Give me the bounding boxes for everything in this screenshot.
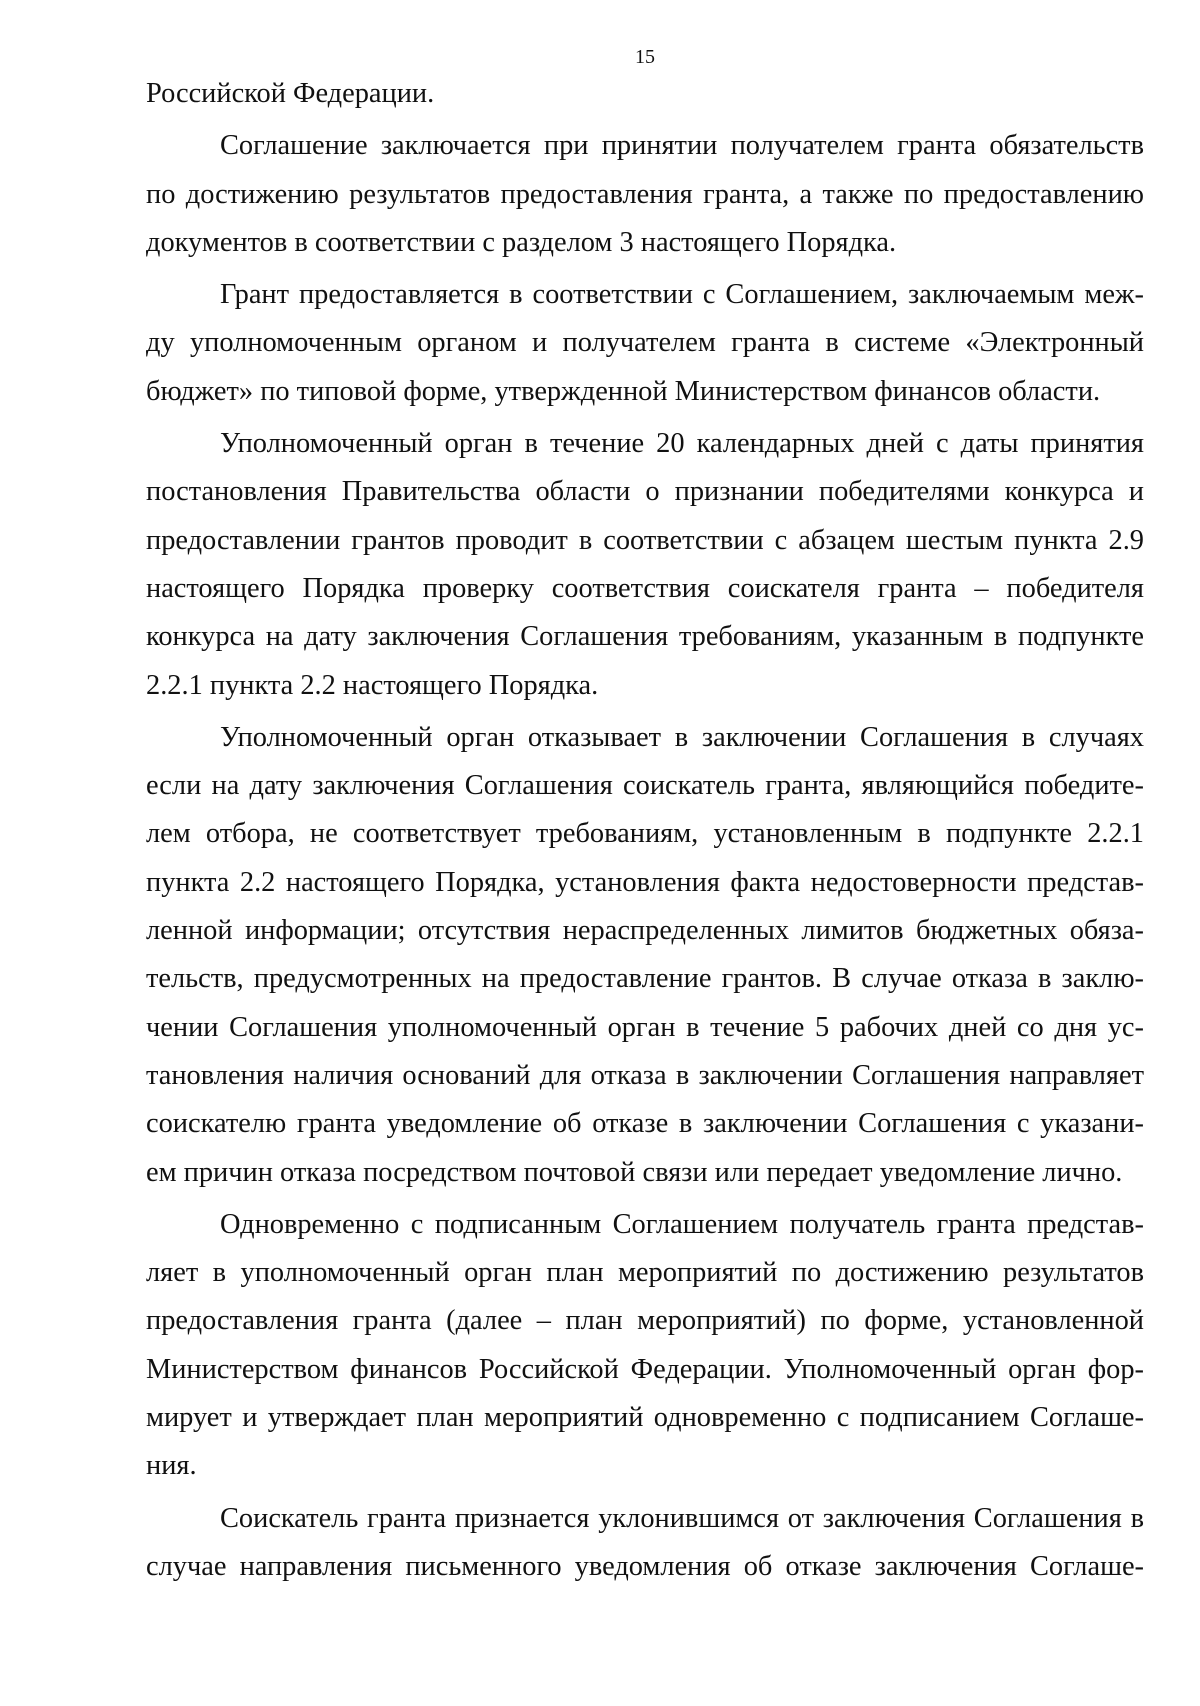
paragraph <box>146 122 1144 267</box>
text-line: тановления наличия оснований для отказа в заключении Соглашения направляет <box>146 1059 1144 1091</box>
text-line: ния. <box>146 1450 197 1482</box>
text-line: случае направления письменного уведомления об отказе заключения Соглаше- <box>146 1550 1144 1582</box>
text-line: ленной информации; отсутствия нераспределенных лимитов бюджетных обяза- <box>146 915 1144 947</box>
text-line: настоящего Порядка проверку соответствия соискателя гранта – победителя <box>146 572 1144 604</box>
paragraph <box>146 420 1144 710</box>
document-body <box>146 70 1144 1591</box>
text-line: если на дату заключения Соглашения соискатель гранта, являющийся победите- <box>146 770 1144 802</box>
text-line: постановления Правительства области о признании победителями конкурса и <box>146 476 1144 508</box>
text-line: пункта 2.2 настоящего Порядка, установления факта недостоверности представ- <box>146 866 1144 898</box>
text-line: Одновременно с подписанным Соглашением получатель гранта представ- <box>220 1208 1144 1240</box>
text-line: ем причин отказа посредством почтовой связи или передает уведомление лично. <box>146 1156 1123 1188</box>
page-number: 15 <box>635 46 655 68</box>
paragraph <box>146 271 1144 416</box>
paragraph <box>146 70 1144 118</box>
text-line: Российской Федерации. <box>146 78 435 109</box>
text-line: тельств, предусмотренных на предоставление грантов. В случае отказа в заклю- <box>146 963 1144 995</box>
text-line: ляет в уполномоченный орган план мероприятий по достижению результатов <box>146 1257 1144 1289</box>
text-line: Соискатель гранта признается уклонившимся от заключения Соглашения в <box>220 1502 1144 1534</box>
text-line: предоставлении грантов проводит в соответствии с абзацем шестым пункта 2.9 <box>146 524 1144 556</box>
text-line: лем отбора, не соответствует требованиям, установленным в подпункте 2.2.1 <box>146 818 1144 850</box>
text-line: Соглашение заключается при принятии получателем гранта обязательств <box>220 130 1144 162</box>
text-line: 2.2.1 пункта 2.2 настоящего Порядка. <box>146 669 599 701</box>
text-line: Министерством финансов Российской Федерации. Уполномоченный орган фор- <box>146 1353 1144 1385</box>
text-line: Уполномоченный орган в течение 20 календарных дней с даты принятия <box>220 428 1144 460</box>
paragraph <box>146 714 1144 1197</box>
text-line: Уполномоченный орган отказывает в заключении Соглашения в случаях <box>220 721 1144 753</box>
text-line: чении Соглашения уполномоченный орган в течение 5 рабочих дней со дня ус- <box>146 1011 1144 1043</box>
text-line: соискателю гранта уведомление об отказе в заключении Соглашения с указани- <box>146 1108 1144 1140</box>
text-line: бюджет» по типовой форме, утвержденной Министерством финансов области. <box>146 375 1101 407</box>
text-line: мирует и утверждает план мероприятий одновременно с подписанием Соглаше- <box>146 1402 1144 1434</box>
text-line: Грант предоставляется в соответствии с Соглашением, заключаемым меж- <box>220 279 1144 311</box>
text-line: документов в соответствии с разделом 3 настоящего Порядка. <box>146 226 897 258</box>
paragraph <box>146 1495 1144 1592</box>
text-line: предоставления гранта (далее – план мероприятий) по форме, установленной <box>146 1305 1144 1337</box>
text-line: по достижению результатов предоставления гранта, а также по предоставлению <box>146 178 1144 210</box>
text-line: конкурса на дату заключения Соглашения требованиям, указанным в подпункте <box>146 621 1144 653</box>
text-line: ду уполномоченным органом и получателем гранта в системе «Электронный <box>146 327 1144 359</box>
paragraph <box>146 1201 1144 1491</box>
